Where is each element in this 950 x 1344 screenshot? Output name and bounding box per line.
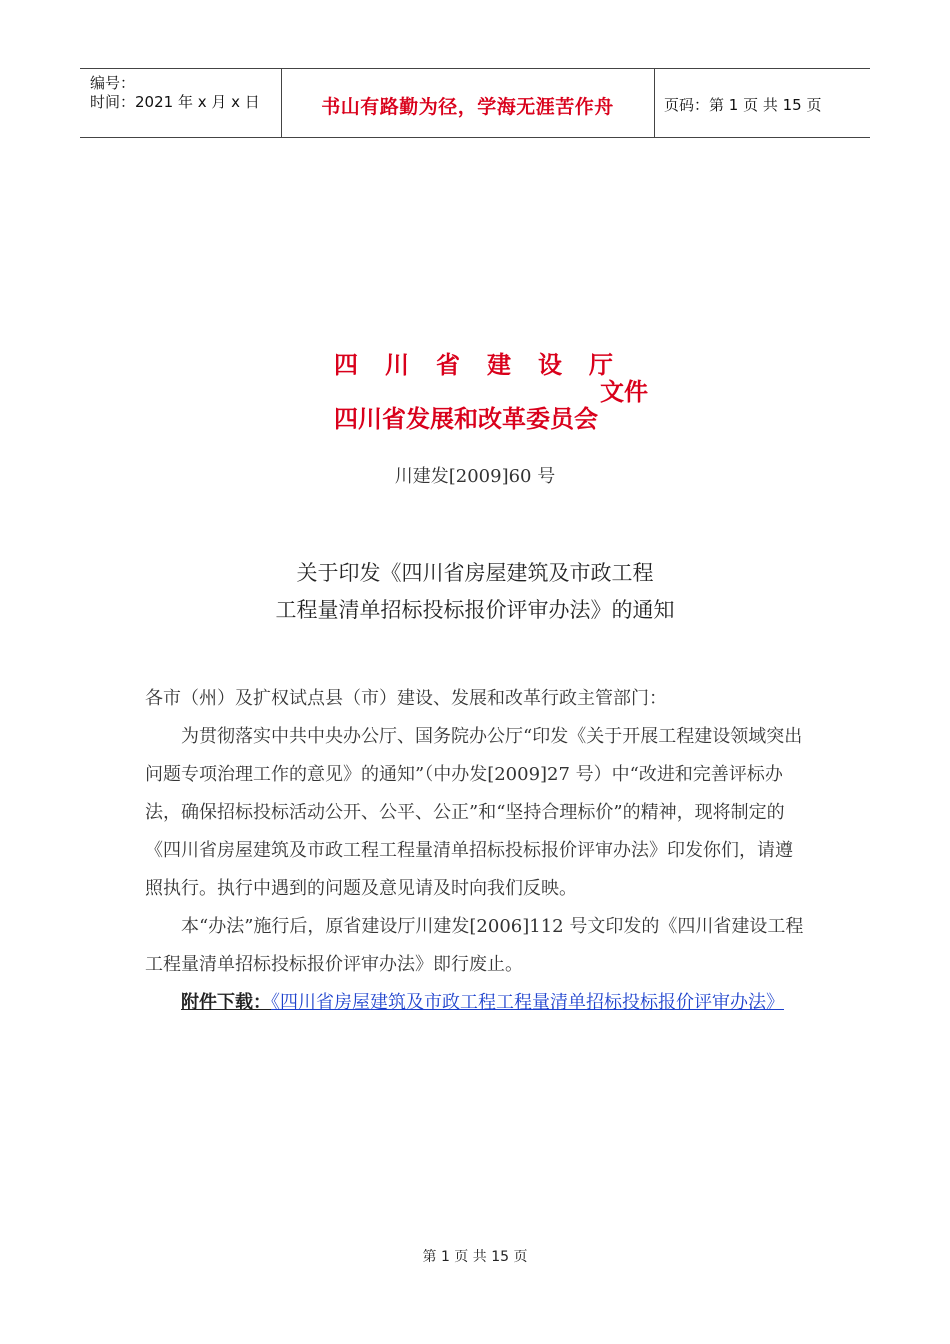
document-suffix: 文件	[600, 378, 648, 406]
header-table	[80, 68, 870, 138]
document-title-line2: 工程量清单招标投标报价评审办法》的通知	[275, 598, 675, 622]
header-cell-motto	[281, 69, 655, 137]
document-number: 川建发[2009]60 号	[394, 466, 556, 487]
body-paragraph-1: 为贯彻落实中共中央办公厅、国务院办公厅“印发《关于开展工程建设领域突出问题专项治理工作的意见》的通知”（中办发[2009]27 号）中“改进和完善评标办法，确保招标投标活动公开、公平、公正”和“坚持合理标价”的精神，现将制定的《四川省房屋建筑及市政工程工程量清单招标投标报价评审办法》印发你们，请遵照执行。执行中遇到的问题及意见请及时向我们反映。	[145, 726, 803, 899]
body-paragraph-2: 本“办法”施行后，原省建设厅川建发[2006]112 号文印发的《四川省建设工程工程量清单招标投标报价评审办法》即行废止。	[145, 916, 804, 975]
header-cell-page	[655, 69, 870, 137]
document-body	[145, 680, 807, 1022]
document-title-line1: 关于印发《四川省房屋建筑及市政工程	[296, 561, 654, 585]
attachment-label: 附件下载：	[181, 992, 271, 1013]
attachment-line	[145, 984, 807, 1022]
issuing-org-1: 四川省建设厅	[334, 351, 640, 379]
motto: 书山有路勤为径，学海无涯苦作舟	[321, 96, 614, 118]
page-footer: 第 1 页 共 15 页	[422, 1249, 528, 1265]
page-info: 页码：第 1 页 共 15 页	[664, 96, 822, 114]
issuing-org-2: 四川省发展和改革委员会	[334, 405, 598, 433]
attachment-download-link[interactable]: 《四川省房屋建筑及市政工程工程量清单招标投标报价评审办法》	[271, 992, 784, 1013]
header-cell-info	[80, 69, 282, 137]
number-label: 编号：	[90, 74, 136, 92]
salutation: 各市（州）及扩权试点县（市）建设、发展和改革行政主管部门：	[145, 688, 667, 709]
time-label: 时间：2021 年 x 月 x 日	[90, 93, 260, 111]
